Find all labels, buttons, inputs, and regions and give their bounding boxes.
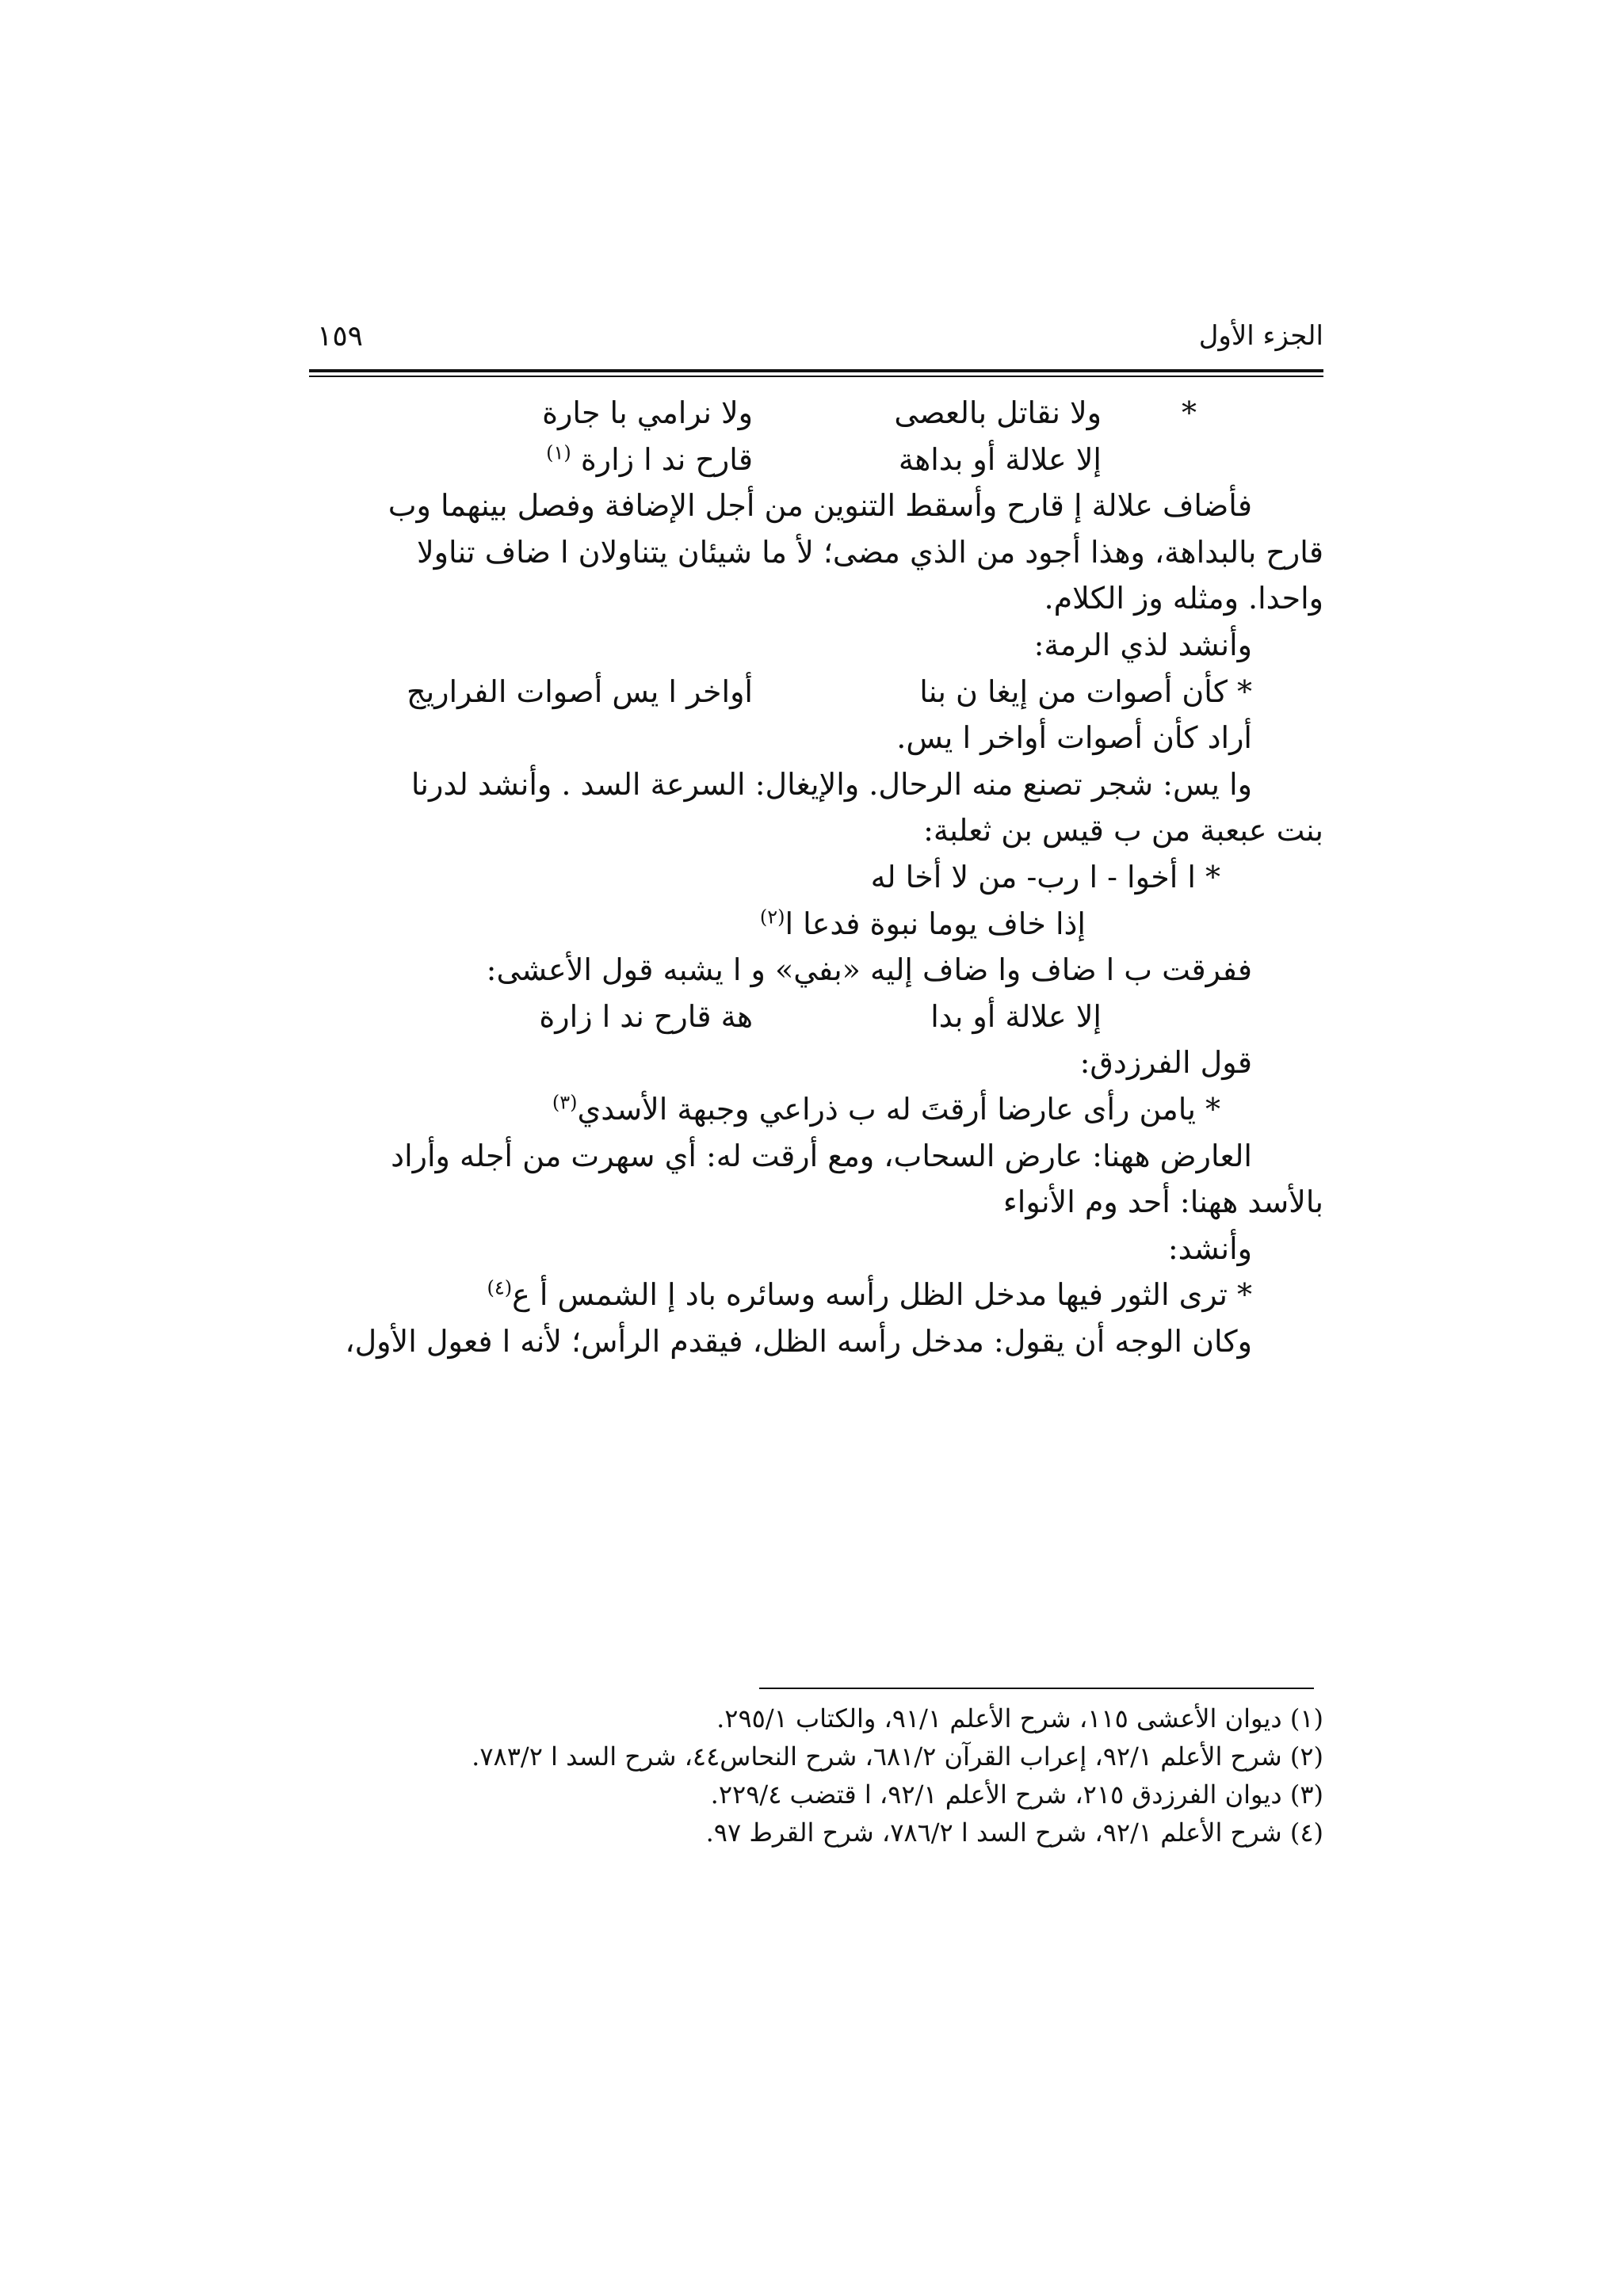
text-line: وا يس: شجر تصنع منه الرحال. والإيغال: السرعة السد . وأنشد لدرنا [411,766,1252,802]
verse-hemistich: ولا نقاتل بالعصى [894,395,1102,430]
footnote: (٣) ديوان الفرزدق ٢١٥، شرح الأعلم ٩٢/١، ا قتضب ٢٢٩/٤. [710,1779,1323,1810]
footnote-ref: (٢) [759,905,785,928]
text-line: قارح بالبداهة، وهذا أجود من الذي مضى؛ لأ ما شيئان يتناولان ا ضاف تناولا [416,534,1323,570]
text-line: واحدا. ومثله وز الكلام. [1044,581,1323,616]
verse-line: * ا أخوا - ا رب- من لا أخا له [870,859,1220,894]
page-number: ١٥٩ [317,320,364,353]
text-line: أراد كأن أصوات أواخر ا يس. [896,720,1252,756]
text-line: وأنشد: [1167,1230,1252,1266]
verse-hemistich: إلا علالة أو بداهة [898,441,1102,477]
verse-hemistich: أواخر ا يس أصوات الفراريج [407,673,753,709]
page-header [309,320,1323,368]
book-part-label: الجزء الأول [1198,320,1323,352]
text-line: بالأسد ههنا: أحد وم الأنواء [1002,1184,1323,1220]
footnote: (١) ديوان الأعشى ١١٥، شرح الأعلم ٩١/١، والكتاب ٢٩٥/١. [716,1703,1323,1733]
text-line: العارض ههنا: عارض السحاب، ومع أرقت له: أي سهرت من أجله وأراد [391,1138,1252,1173]
verse-line [309,669,1323,715]
verse-hemistich: إلا علالة أو بدا [930,998,1102,1034]
verse-hemistich: قارح ند ا زارة $^{(١)}$ [546,441,753,477]
text-line: وكان الوجه أن يقول: مدخل رأسه الظل، فيقدم الرأس؛ لأنه ا فعول الأول، [345,1323,1252,1359]
footnote-ref: (٣) [552,1091,578,1114]
verse-line: إذا خاف يوما نبوة فدعا ا$^{(٢)}$ [759,905,1086,941]
verse-line: * يامن رأى عارضا أرقتَ له ب ذراعي وجبهة الأسدي$^{(٣)}$ [552,1091,1220,1127]
verse-star: * [1182,395,1197,430]
footnote-ref: (١) [546,441,571,463]
verse-line [309,994,1323,1040]
text-line: وأنشد لذي الرمة: [1033,627,1252,662]
header-rule-thin [309,376,1323,377]
text-line: ففرقت ب ا ضاف وا ضاف إليه «بفي» و ا يشبه قول الأعشى: [486,952,1252,988]
footnote: (٤) شرح الأعلم ٩٢/١، شرح السد ا ٧٨٦/٢، شرح القرط ٩٧. [705,1817,1323,1848]
body-text [309,390,1323,1364]
footnote-ref: (٤) [487,1276,513,1299]
text-line: فأضاف علالة إ قارح وأسقط التنوين من أجل الإضافة وفصل بينهما وب [388,488,1252,524]
verse-line: * ترى الثور فيها مدخل الظل رأسه وسائره باد إ الشمس أ ع$^{(٤)}$ [487,1276,1252,1313]
footnotes [309,1699,1323,1852]
verse-line [309,390,1323,437]
verse-hemistich: هة قارح ند ا زارة [539,998,753,1034]
text-line: قول الفرزدق: [1079,1045,1252,1081]
header-rule-thick [309,369,1323,372]
verse-line [309,437,1323,483]
verse-hemistich: * كأن أصوات من إيغا ن بنا [919,673,1252,709]
footnote: (٢) شرح الأعلم ٩٢/١، إعراب القرآن ٦٨١/٢، شرح النحاس٤٤، شرح السد ا ٧٨٣/٢. [472,1741,1323,1772]
verse-hemistich: ولا نرامي با جارة [542,395,753,430]
footnote-rule [759,1688,1314,1689]
text-line: بنت عبعبة من ب قيس بن ثعلبة: [923,813,1323,849]
